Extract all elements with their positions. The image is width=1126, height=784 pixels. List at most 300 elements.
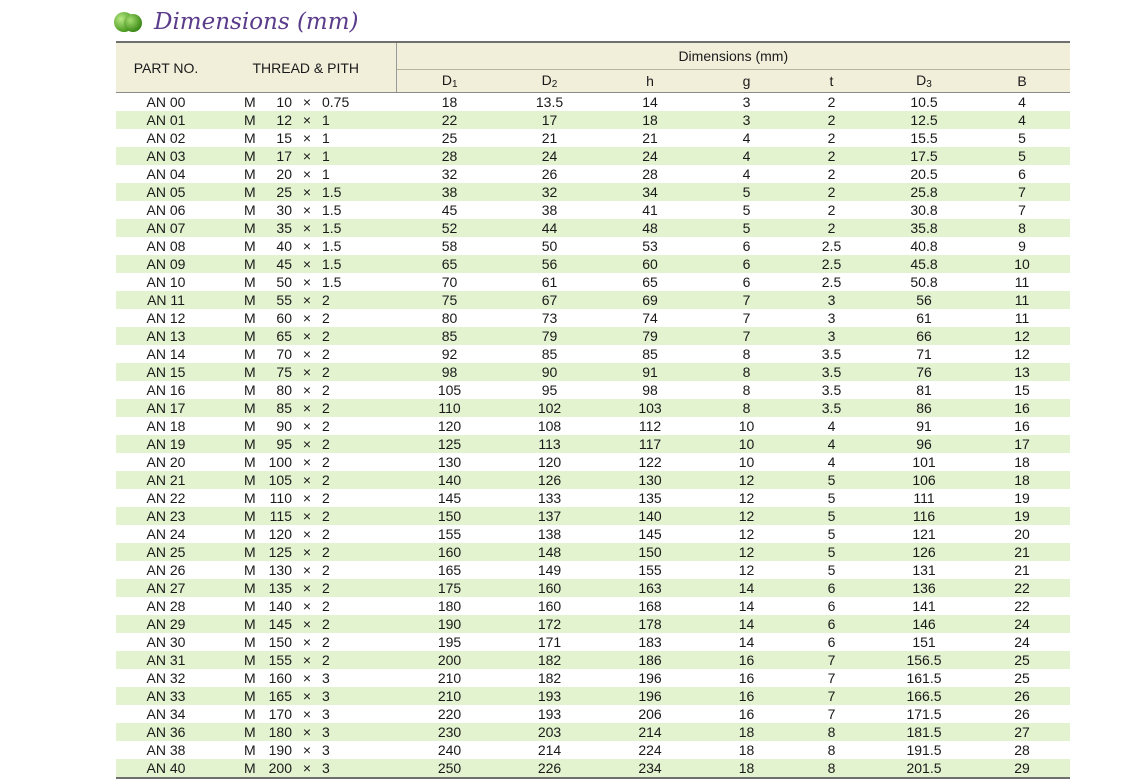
thread-prefix: M (244, 328, 256, 344)
b-cell: 17 (974, 435, 1070, 453)
thread-pitch: 2 (322, 652, 330, 668)
thread-times: × (302, 346, 312, 362)
thread-cell (216, 381, 396, 399)
h-cell: 24 (596, 147, 704, 165)
thread-size: 150 (268, 634, 292, 650)
d3-cell: 71 (916, 346, 932, 362)
table-row (116, 345, 1070, 363)
t-cell: 2.5 (821, 274, 842, 290)
thread-cell (216, 597, 396, 615)
part-no-cell: AN 38 (146, 742, 186, 758)
b-cell: 4 (1018, 94, 1026, 110)
thread-times: × (302, 616, 312, 632)
thread-cell (216, 309, 396, 327)
thread-prefix: M (244, 166, 256, 182)
d2-cell: 21 (541, 130, 558, 146)
header-row-top (116, 42, 1070, 70)
thread-times: × (302, 490, 312, 506)
g-cell: 3 (742, 94, 751, 110)
part-no-cell: AN 31 (116, 651, 216, 669)
thread-cell (216, 291, 396, 309)
t-cell: 5 (827, 562, 836, 578)
thread-cell (216, 633, 396, 651)
thread-prefix: M (244, 562, 256, 578)
part-no-cell: AN 05 (116, 183, 216, 201)
d3-cell: 45.8 (874, 255, 974, 273)
d3-cell: 116 (874, 507, 974, 525)
table-row (116, 705, 1070, 723)
t-cell: 6 (789, 615, 874, 633)
g-cell: 12 (738, 526, 755, 542)
table-row (116, 417, 1070, 435)
d1-cell: 98 (396, 363, 503, 381)
part-no-cell: AN 03 (116, 147, 216, 165)
t-cell: 3 (789, 291, 874, 309)
t-cell: 7 (827, 706, 836, 722)
header-g: g (704, 70, 789, 93)
d1-cell: 240 (437, 742, 462, 758)
thread-prefix: M (244, 238, 256, 254)
thread-pitch: 1.5 (322, 256, 342, 272)
g-cell: 7 (742, 310, 751, 326)
thread-cell (216, 489, 396, 507)
h-cell: 112 (638, 418, 662, 434)
d1-cell: 32 (441, 166, 458, 182)
b-cell: 18 (1014, 454, 1030, 470)
t-cell: 2 (827, 130, 836, 146)
d3-cell: 131 (912, 562, 936, 578)
d2-cell: 67 (503, 291, 596, 309)
thread-pitch: 1 (322, 166, 330, 182)
thread-pitch: 1.5 (322, 220, 342, 236)
thread-size: 75 (276, 364, 292, 380)
thread-prefix: M (244, 598, 256, 614)
d2-cell: 171 (537, 634, 562, 650)
t-cell: 5 (827, 490, 836, 506)
d3-cell: 15.5 (910, 130, 938, 146)
thread-times: × (302, 112, 312, 128)
thread-cell (216, 183, 396, 201)
d1-cell: 28 (396, 147, 503, 165)
d1-cell: 65 (396, 255, 503, 273)
t-cell: 2 (789, 111, 874, 129)
d3-cell: 171.5 (906, 706, 942, 722)
thread-prefix: M (244, 202, 256, 218)
page-title (114, 4, 359, 40)
thread-size: 40 (276, 238, 292, 254)
thread-times: × (302, 706, 312, 722)
thread-pitch: 2 (322, 616, 330, 632)
thread-pitch: 3 (322, 706, 330, 722)
d1-cell: 18 (441, 94, 458, 110)
table-row (116, 399, 1070, 417)
thread-size: 30 (276, 202, 292, 218)
part-no-cell: AN 40 (116, 759, 216, 778)
d1-cell: 92 (441, 346, 458, 362)
d1-cell: 105 (437, 382, 462, 398)
d3-cell: 17.5 (874, 147, 974, 165)
b-cell: 13 (974, 363, 1070, 381)
part-no-cell: AN 17 (116, 399, 216, 417)
d1-cell: 160 (396, 543, 503, 561)
d2-cell: 182 (503, 651, 596, 669)
thread-pitch: 1.5 (322, 202, 342, 218)
table-row (116, 165, 1070, 183)
t-cell: 8 (789, 759, 874, 778)
thread-size: 170 (268, 706, 292, 722)
table-row (116, 237, 1070, 255)
d3-cell: 40.8 (910, 238, 938, 254)
thread-times: × (302, 166, 312, 182)
thread-prefix: M (244, 454, 256, 470)
h-cell: 214 (596, 723, 704, 741)
t-cell: 3.5 (789, 399, 874, 417)
d1-cell: 230 (396, 723, 503, 741)
thread-times: × (302, 688, 312, 704)
thread-pitch: 1.5 (322, 238, 342, 254)
h-cell: 130 (596, 471, 704, 489)
d2-cell: 90 (503, 363, 596, 381)
thread-cell (216, 579, 396, 597)
table-row (116, 579, 1070, 597)
b-cell: 15 (1014, 382, 1030, 398)
g-cell: 14 (738, 598, 755, 614)
thread-pitch: 2 (322, 526, 330, 542)
t-cell: 2 (789, 219, 874, 237)
part-no-cell: AN 20 (146, 454, 186, 470)
g-cell: 12 (738, 490, 755, 506)
d3-cell: 76 (874, 363, 974, 381)
thread-size: 12 (276, 112, 292, 128)
b-cell: 16 (974, 399, 1070, 417)
thread-times: × (302, 130, 312, 146)
t-cell: 7 (827, 670, 836, 686)
d2-cell: 182 (537, 670, 562, 686)
thread-size: 65 (276, 328, 292, 344)
thread-cell (216, 669, 396, 687)
h-cell: 196 (596, 687, 704, 705)
thread-times: × (302, 328, 312, 344)
part-no-cell: AN 34 (146, 706, 186, 722)
header-h: h (596, 70, 704, 93)
d3-cell: 10.5 (910, 94, 938, 110)
thread-prefix: M (244, 490, 256, 506)
g-cell: 8 (704, 399, 789, 417)
t-cell: 5 (827, 526, 836, 542)
header-d3: $D_3$ (874, 70, 974, 93)
thread-pitch: 2 (322, 634, 330, 650)
b-cell: 12 (1014, 346, 1030, 362)
thread-cell (216, 327, 396, 345)
d3-cell: 126 (874, 543, 974, 561)
t-cell: 3.5 (821, 382, 842, 398)
d1-cell: 125 (396, 435, 503, 453)
thread-size: 80 (276, 382, 292, 398)
h-cell: 74 (642, 310, 658, 326)
h-cell: 53 (642, 238, 658, 254)
h-cell: 206 (638, 706, 662, 722)
thread-prefix: M (244, 670, 256, 686)
b-cell: 6 (1018, 166, 1026, 182)
table-row (116, 255, 1070, 273)
b-cell: 18 (974, 471, 1070, 489)
table-row (116, 327, 1070, 345)
thread-size: 17 (276, 148, 292, 164)
thread-pitch: 2 (322, 472, 330, 488)
thread-cell (216, 759, 396, 778)
thread-pitch: 2 (322, 346, 330, 362)
thread-size: 60 (276, 310, 292, 326)
t-cell: 7 (789, 687, 874, 705)
d2-cell: 108 (537, 418, 562, 434)
g-cell: 4 (742, 130, 751, 146)
b-cell: 5 (974, 147, 1070, 165)
d3-cell: 136 (874, 579, 974, 597)
b-cell: 16 (1014, 418, 1030, 434)
table-row (116, 543, 1070, 561)
b-cell: 24 (974, 615, 1070, 633)
d2-cell: 13.5 (535, 94, 564, 110)
thread-prefix: M (244, 526, 256, 542)
d2-cell: 126 (503, 471, 596, 489)
thread-size: 115 (269, 508, 292, 524)
green-balls-icon (114, 9, 144, 35)
header-d2: $D_2$ (503, 70, 596, 93)
thread-times: × (302, 652, 312, 668)
g-cell: 7 (704, 327, 789, 345)
g-cell: 10 (738, 418, 755, 434)
thread-pitch: 2 (322, 310, 330, 326)
part-no-cell: AN 29 (116, 615, 216, 633)
thread-times: × (302, 670, 312, 686)
d2-cell: 133 (537, 490, 562, 506)
d1-cell: 80 (441, 310, 458, 326)
thread-size: 190 (268, 742, 292, 758)
table-body (116, 93, 1070, 779)
header-d1: $D_1$ (396, 70, 503, 93)
thread-pitch: 3 (322, 760, 330, 776)
h-cell: 150 (596, 543, 704, 561)
part-no-cell: AN 19 (116, 435, 216, 453)
b-cell: 11 (1014, 310, 1030, 326)
d2-cell: 56 (503, 255, 596, 273)
b-cell: 27 (974, 723, 1070, 741)
g-cell: 4 (742, 166, 751, 182)
d2-cell: 32 (503, 183, 596, 201)
thread-size: 160 (268, 670, 292, 686)
b-cell: 9 (1018, 238, 1026, 254)
d2-cell: 113 (503, 435, 596, 453)
d1-cell: 250 (396, 759, 503, 778)
thread-prefix: M (244, 112, 256, 128)
part-no-cell: AN 30 (146, 634, 186, 650)
h-cell: 145 (638, 526, 662, 542)
g-cell: 6 (742, 274, 751, 290)
thread-cell (216, 507, 396, 525)
table-row (116, 507, 1070, 525)
header-b: B (974, 70, 1070, 93)
thread-size: 85 (276, 400, 292, 416)
d1-cell: 150 (396, 507, 503, 525)
thread-pitch: 3 (322, 670, 330, 686)
d1-cell: 130 (437, 454, 462, 470)
part-no-cell: AN 08 (146, 238, 186, 254)
thread-size: 15 (276, 130, 292, 146)
thread-prefix: M (244, 724, 256, 740)
thread-times: × (302, 580, 312, 596)
thread-pitch: 2 (322, 580, 330, 596)
d3-cell: 121 (912, 526, 936, 542)
t-cell: 8 (827, 742, 836, 758)
thread-prefix: M (244, 148, 256, 164)
d2-cell: 226 (503, 759, 596, 778)
t-cell: 3.5 (821, 346, 842, 362)
b-cell: 29 (974, 759, 1070, 778)
h-cell: 14 (642, 94, 658, 110)
part-no-cell: AN 15 (116, 363, 216, 381)
thread-times: × (302, 292, 312, 308)
h-cell: 48 (596, 219, 704, 237)
t-cell: 4 (827, 454, 836, 470)
b-cell: 5 (1018, 130, 1026, 146)
table-row (116, 111, 1070, 129)
thread-cell (216, 435, 396, 453)
h-cell: 155 (638, 562, 662, 578)
d2-cell: 50 (541, 238, 558, 254)
table-row (116, 291, 1070, 309)
thread-size: 55 (276, 292, 292, 308)
thread-prefix: M (244, 688, 256, 704)
dimensions-table (116, 41, 1070, 779)
g-cell: 7 (704, 291, 789, 309)
table-row (116, 201, 1070, 219)
part-no-cell: AN 12 (146, 310, 186, 326)
thread-times: × (302, 274, 312, 290)
t-cell: 2.5 (789, 255, 874, 273)
d2-cell: 148 (503, 543, 596, 561)
d1-cell: 58 (441, 238, 458, 254)
table-row (116, 363, 1070, 381)
thread-pitch: 0.75 (322, 94, 350, 110)
thread-cell (216, 345, 396, 363)
d1-cell: 210 (437, 670, 462, 686)
thread-pitch: 1 (322, 112, 330, 128)
t-cell: 2 (827, 202, 836, 218)
thread-prefix: M (244, 400, 256, 416)
thread-prefix: M (244, 436, 256, 452)
table-row (116, 651, 1070, 669)
table-row (116, 471, 1070, 489)
header-thread: THREAD & PITH (216, 42, 396, 93)
h-cell: 224 (638, 742, 662, 758)
d1-cell: 70 (441, 274, 458, 290)
b-cell: 19 (974, 507, 1070, 525)
thread-prefix: M (244, 616, 256, 632)
t-cell: 3 (827, 310, 836, 326)
header-t: t (789, 70, 874, 93)
h-cell: 163 (596, 579, 704, 597)
t-cell: 5 (789, 507, 874, 525)
table-row (116, 561, 1070, 579)
thread-times: × (302, 184, 312, 200)
b-cell: 20 (1014, 526, 1030, 542)
d3-cell: 56 (874, 291, 974, 309)
thread-cell (216, 561, 396, 579)
thread-prefix: M (244, 292, 256, 308)
b-cell: 26 (1014, 706, 1030, 722)
h-cell: 117 (596, 435, 704, 453)
d3-cell: 201.5 (874, 759, 974, 778)
d2-cell: 193 (537, 706, 562, 722)
part-no-cell: AN 06 (146, 202, 186, 218)
d3-cell: 111 (913, 490, 935, 506)
thread-times: × (302, 508, 312, 524)
t-cell: 5 (789, 543, 874, 561)
table-row (116, 453, 1070, 471)
thread-prefix: M (244, 310, 256, 326)
part-no-cell: AN 28 (146, 598, 186, 614)
thread-times: × (302, 400, 312, 416)
h-cell: 41 (642, 202, 658, 218)
table-row (116, 687, 1070, 705)
b-cell: 10 (974, 255, 1070, 273)
thread-prefix: M (244, 706, 256, 722)
thread-pitch: 2 (322, 562, 330, 578)
d2-cell: 172 (503, 615, 596, 633)
thread-pitch: 2 (322, 382, 330, 398)
thread-prefix: M (244, 652, 256, 668)
t-cell: 6 (789, 579, 874, 597)
thread-times: × (302, 472, 312, 488)
table-row (116, 309, 1070, 327)
g-cell: 16 (738, 706, 755, 722)
thread-cell (216, 651, 396, 669)
d2-cell: 160 (537, 598, 562, 614)
g-cell: 10 (738, 454, 755, 470)
thread-prefix: M (244, 130, 256, 146)
d1-cell: 22 (396, 111, 503, 129)
d3-cell: 12.5 (874, 111, 974, 129)
thread-pitch: 2 (322, 436, 330, 452)
g-cell: 5 (742, 202, 751, 218)
thread-cell (216, 399, 396, 417)
b-cell: 25 (1014, 670, 1030, 686)
d1-cell: 85 (396, 327, 503, 345)
part-no-cell: AN 09 (116, 255, 216, 273)
thread-cell (216, 471, 396, 489)
thread-size: 10 (276, 94, 292, 110)
thread-size: 95 (276, 436, 292, 452)
thread-cell (216, 363, 396, 381)
d1-cell: 25 (441, 130, 458, 146)
thread-times: × (302, 202, 312, 218)
thread-cell (216, 147, 396, 165)
part-no-cell: AN 11 (116, 291, 216, 309)
g-cell: 16 (704, 687, 789, 705)
g-cell: 5 (704, 183, 789, 201)
thread-cell (216, 219, 396, 237)
thread-pitch: 2 (322, 328, 330, 344)
thread-prefix: M (244, 346, 256, 362)
h-cell: 186 (596, 651, 704, 669)
g-cell: 10 (704, 435, 789, 453)
thread-cell (216, 705, 396, 723)
thread-cell (216, 165, 396, 183)
g-cell: 16 (738, 670, 755, 686)
thread-pitch: 1.5 (322, 184, 342, 200)
thread-size: 25 (276, 184, 292, 200)
d2-cell: 137 (503, 507, 596, 525)
